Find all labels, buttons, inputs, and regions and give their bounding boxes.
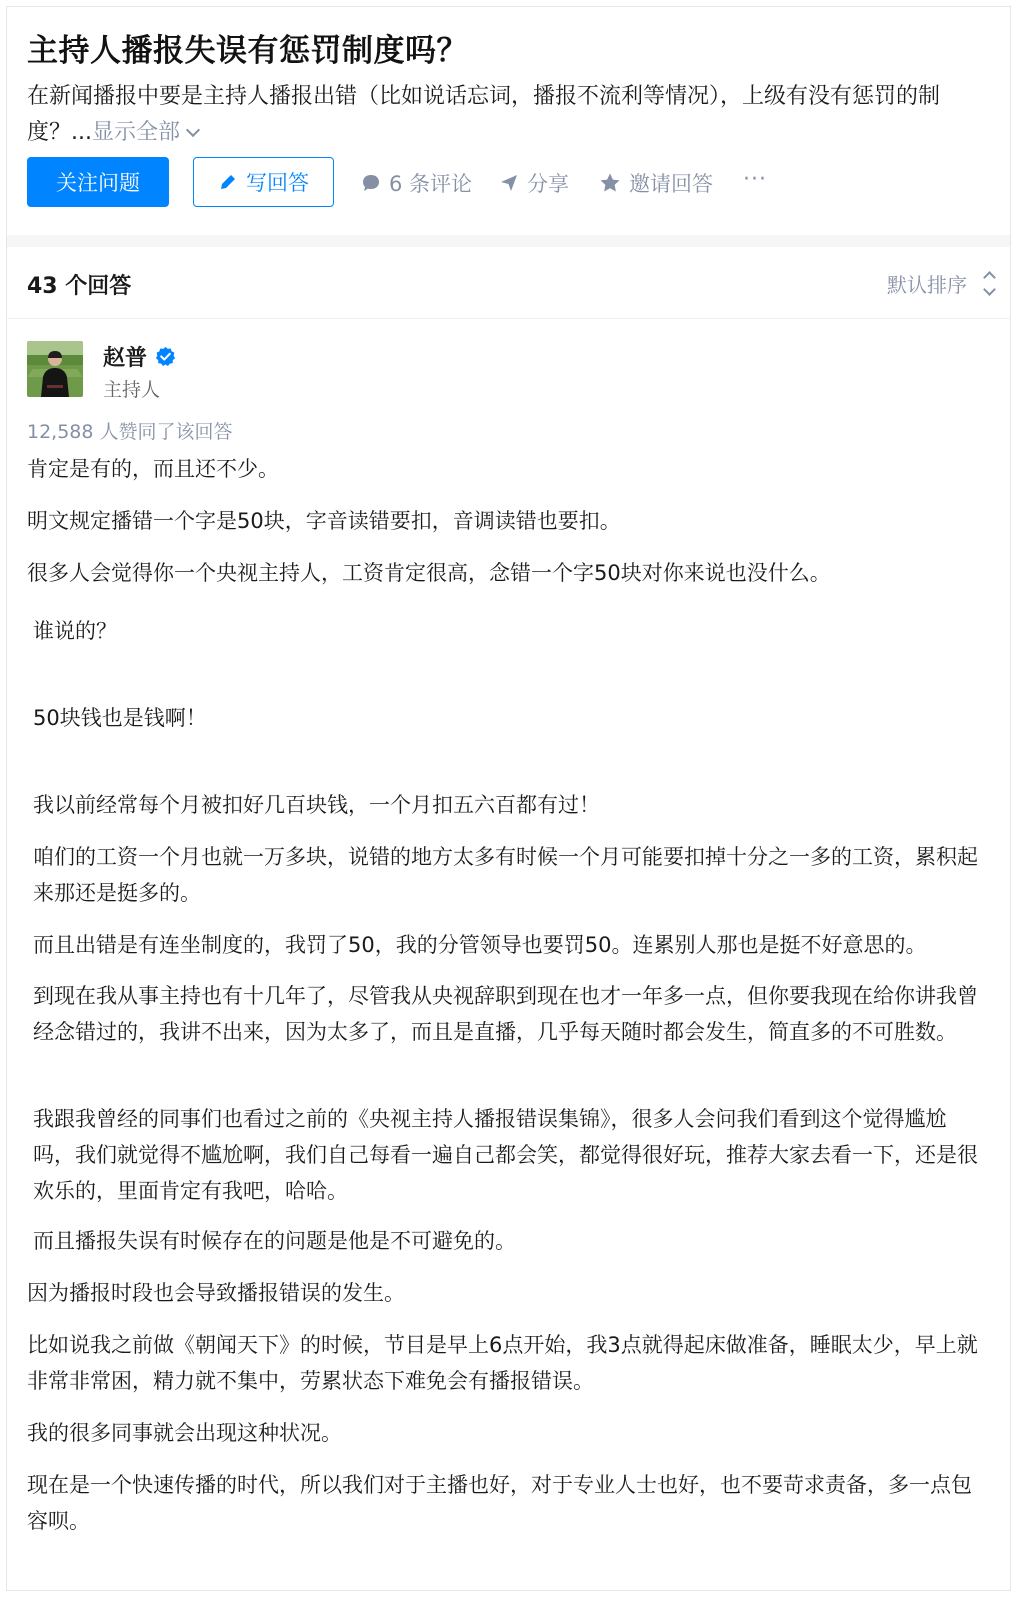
answer-paragraph: 50块钱也是钱啊！ [33,706,207,730]
avatar[interactable] [27,341,83,397]
sort-icon [985,273,994,294]
section-divider [7,235,1010,247]
question-title: 主持人播报失误有惩罚制度吗？ [27,33,468,69]
answer-paragraph: 肯定是有的，而且还不少。 [27,457,279,481]
answer-paragraph: 谁说的？ [33,619,117,643]
answer-author [27,341,427,401]
more-options-button[interactable]: ··· [743,166,767,192]
comments-button[interactable] [361,169,472,197]
answer-paragraph: 因为播报时段也会导致播报错误的发生。 [27,1281,405,1305]
answer-paragraph: 现在是一个快速传播的时代，所以我们对于主播也好，对于专业人士也好，也不要苛求责备，多一点包容呗。 [27,1473,972,1533]
answer-paragraph: 到现在我从事主持也有十几年了，尽管我从央视辞职到现在也才一年多一点，但你要我现在给你讲我曾经念错过的，我讲不出来，因为太多了，而且是直播，几乎每天随时都会发生，简直多的不可胜数。 [33,984,978,1044]
votes-count: 12,588 人赞同了该回答 [27,421,233,443]
write-answer-button[interactable] [193,157,334,207]
invite-answer-button[interactable] [599,169,713,197]
question-header [7,7,1010,235]
answer-paragraph: 我以前经常每个月被扣好几百块钱，一个月扣五六百都有过！ [33,793,600,817]
avatar-image [27,341,83,397]
comment-icon [361,173,381,193]
answer-paragraph: 咱们的工资一个月也就一万多块，说错的地方太多有时候一个月可能要扣掉十分之一多的工资，累积起来那还是挺多的。 [33,845,978,905]
author-title: 主持人 [103,379,161,401]
share-button[interactable] [499,169,569,197]
answer-paragraph: 而且出错是有连坐制度的，我罚了50，我的分管领导也要罚50。连累别人那也是挺不好意思的。 [33,933,927,957]
write-answer-label: 写回答 [246,172,309,195]
answer-paragraph: 比如说我之前做《朝闻天下》的时候，节目是早上6点开始，我3点就得起床做准备，睡眠太少，早上就非常非常困，精力就不集中，劳累状态下难免会有播报错误。 [27,1333,978,1393]
sort-dropdown[interactable] [887,269,994,298]
answer-paragraph: 我跟我曾经的同事们也看过之前的《央视主持人播报错误集锦》，很多人会问我们看到这个觉得尴尬吗，我们就觉得不尴尬啊，我们自己每看一遍自己都会笑，都觉得很好玩，推荐大家去看一下，还是很欢乐的，里面肯定有我吧，哈哈。 [33,1107,978,1203]
follow-question-button[interactable]: 关注问题 [27,157,169,207]
answer-paragraph: 而且播报失误有时候存在的问题是他是不可避免的。 [33,1229,516,1253]
question-actions [27,157,987,209]
chevron-down-icon [186,123,200,137]
question-page [6,6,1011,1591]
author-name[interactable] [103,341,176,372]
author-name-text: 赵普 [103,346,148,371]
question-detail-text: 在新闻播报中要是主持人播报出错（比如说话忘词，播报不流利等情况），上级有没有惩罚的制度？... [27,84,941,145]
pencil-icon [218,172,238,192]
answer-paragraph: 我的很多同事就会出现这种状况。 [27,1421,342,1445]
invite-answer-label: 邀请回答 [629,172,713,196]
show-all-link[interactable] [92,120,198,145]
comments-label: 6 条评论 [389,172,473,196]
answer-paragraph: 明文规定播错一个字是50块，字音读错要扣，音调读错也要扣。 [27,509,621,533]
sort-label: 默认排序 [887,273,967,297]
share-label: 分享 [527,172,569,196]
share-icon [499,173,519,193]
verified-icon [155,346,176,367]
question-detail [27,79,992,151]
answers-header [7,247,1010,319]
show-all-label: 显示全部 [91,120,180,145]
answer-paragraph: 很多人会觉得你一个央视主持人，工资肯定很高，念错一个字50块对你来说也没什么。 [27,561,831,585]
answers-count: 43 个回答 [27,274,132,299]
star-icon [599,172,621,194]
